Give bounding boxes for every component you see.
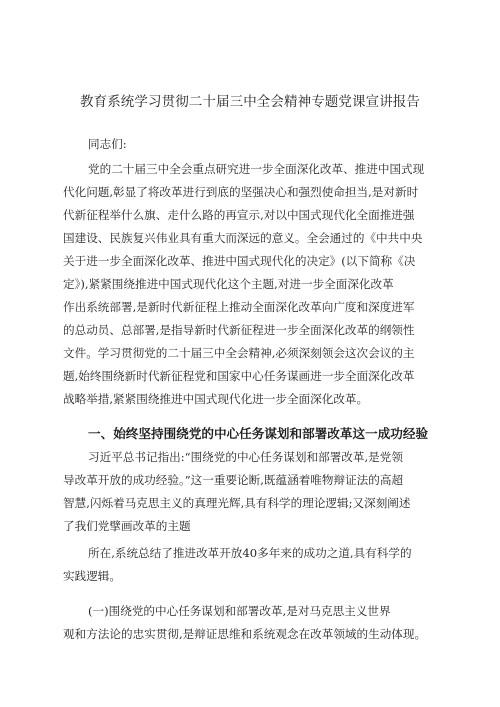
paragraph-line: 文件。学习贯彻党的二十届三中全会精神,必须深刻领会这次会议的主 — [63, 346, 415, 360]
document-title: 教育系统学习贯彻二十届三中全会精神专题党课宣讲报告 — [80, 94, 420, 110]
paragraph-line: 所在,系统总结了推进改革开放40多年来的成功之道,具有科学的 — [88, 546, 412, 560]
paragraph-line: 代化问题,彰显了将改革进行到底的坚强决心和强烈使命担当,是对新时 — [63, 185, 419, 199]
section-heading: 一、始终坚持围绕党的中心任务谋划和部署改革这一成功经验 — [88, 426, 429, 441]
paragraph-line: 导改革开放的成功经验。”这一重要论断,既蕴涵着唯物辩证法的高超 — [63, 473, 404, 487]
paragraph-line: (一)围绕党的中心任务谋划和部署改革,是对马克思主义世界 — [88, 604, 391, 618]
paragraph-line: 国建设、民族复兴伟业具有重大而深远的意义。全会通过的《中共中央 — [63, 231, 423, 245]
paragraph-line: 习近平总书记指出:“围绕党的中心任务谋划和部署改革,是党领 — [88, 450, 403, 464]
paragraph-line: 了我们党擘画改革的主题 — [63, 519, 191, 533]
paragraph-line: 党的二十届三中全会重点研究进一步全面深化改革、推进中国式现 — [88, 162, 425, 176]
paragraph-line: 战略举措,紧紧围绕推进中国式现代化进一步全面深化改革。 — [63, 392, 369, 406]
paragraph-line: 智慧,闪烁着马克思主义的真理光辉,具有科学的理论逻辑;又深刻阐述 — [63, 496, 411, 510]
paragraph-line: 实践逻辑。 — [63, 569, 121, 583]
paragraph-line: 题,始终围绕新时代新征程党和国家中心任务谋画进一步全面深化改革 — [63, 369, 415, 383]
salutation: 同志们: — [88, 137, 127, 151]
paragraph-line: 定》),紧紧围绕推进中国式现代化这个主题,对进一步全面深化改革 — [63, 277, 394, 291]
paragraph-line: 代新征程举什么旗、走什么路的再宣示,对以中国式现代化全面推进强 — [63, 208, 415, 222]
paragraph-line: 的总动员、总部署,是指导新时代新征程进一步全面深化改革的纲领性 — [63, 323, 415, 337]
paragraph-line: 作出系统部署,是新时代新征程上推动全面深化改革向广度和深度进军 — [63, 300, 415, 314]
paragraph-line: 关于进一步全面深化改革、推进中国式现代化的决定》(以下简称《决 — [63, 254, 416, 268]
paragraph-line: 观和方法论的忠实贯彻,是辩证思维和系统观念在改革领域的生动体现。 — [63, 627, 427, 641]
